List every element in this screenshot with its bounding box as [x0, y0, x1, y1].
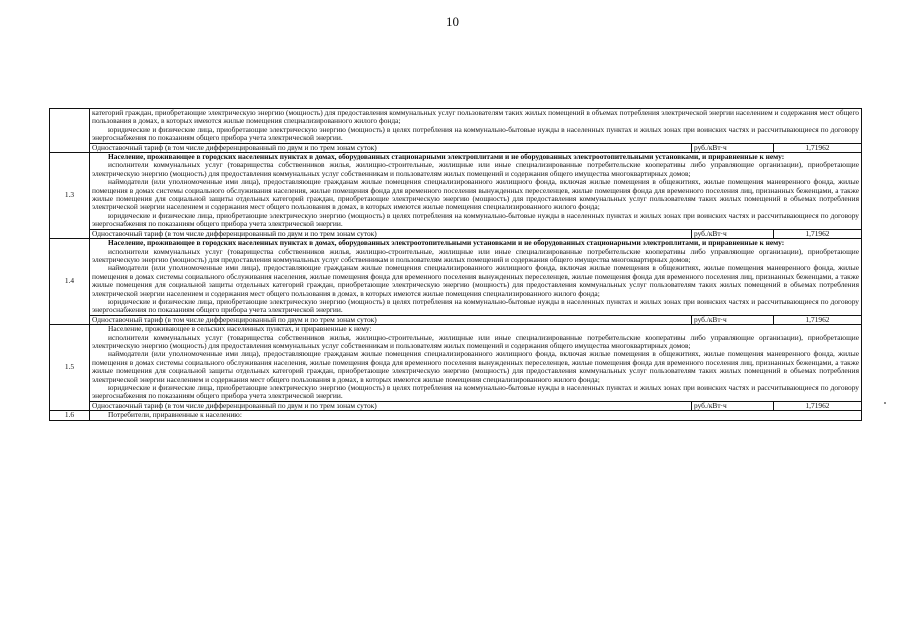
paragraph: исполнители коммунальных услуг (товарищества собственников жилья, жилищно-строительные, жилищные или иные специализированные потребительские кооперативы либо управляющие организации), приобретающие электрическую энергию (мощность) для предоставления коммунальных услуг собственникам и пользователям жилых помещений и содержания общего имущества многоквартирных домов; — [92, 332, 859, 350]
row-description — [90, 109, 862, 144]
page-number: 10 — [446, 14, 459, 29]
table-row — [50, 411, 862, 420]
paragraph: наймодатели (или уполномоченные ими лица), предоставляющие гражданам жилые помещения специализированного жилищного фонда, включая жилые помещения в общежитиях, жилые помещения маневренного фонда, жилые помещения в домах системы социального обслуживания населения, жилые помещения фонда для временного поселения вынужденных переселенцев, жилые помещения фонда для временного поселения лиц, признанных беженцами, а также жилые помещения для социальной защиты отдельных категорий граждан, приобретающие электрическую энергию (мощность) для предоставления коммунальных услуг пользователям таких жилых помещений в объемах потребления электрической энергии населением и содержания мест общего пользования в домах, в которых имеются жилые помещения специализированного жилого фонда; — [92, 263, 859, 298]
paragraph: категорий граждан, приобретающие электрическую энергию (мощность) для предоставления коммунальных услуг пользователям таких жилых помещений в объемах потребления электрической энергии населением и содержания мест общего пользования в домах, в которых имеются жилые помещения специализированного жилого фонда; — [92, 108, 859, 126]
row-number: 1.5 — [50, 325, 90, 411]
tariff-label: Одноставочный тариф (в том числе дифференцированный по двум и по трем зонам суток) — [90, 401, 692, 410]
tariff-table — [49, 108, 862, 421]
tariff-row — [50, 315, 862, 324]
tariff-label: Одноставочный тариф (в том числе дифференцированный по двум и по трем зонам суток) — [90, 143, 692, 152]
tariff-row — [50, 401, 862, 410]
tariff-unit: руб./кВт·ч — [691, 143, 773, 152]
row-number: 1.6 — [50, 411, 90, 420]
paragraph: наймодатели (или уполномоченные ими лица), предоставляющие гражданам жилые помещения специализированного жилищного фонда, включая жилые помещения в общежитиях, жилые помещения маневренного фонда, жилые помещения в домах системы социального обслуживания населения, жилые помещения фонда для временного поселения вынужденных переселенцев, жилые помещения фонда для временного поселения лиц, признанных беженцами, а также жилые помещения для социальной защиты отдельных категорий граждан, приобретающие электрическую энергию (мощность) для предоставления коммунальных услуг пользователям таких жилых помещений в объемах потребления электрической энергии населением и содержания мест общего пользования в домах, в которых имеются жилые помещения специализированного жилого фонда; — [92, 349, 859, 384]
tariff-row — [50, 229, 862, 238]
row-number-cell — [50, 109, 90, 153]
paragraph: исполнители коммунальных услуг (товарищества собственников жилья, жилищно-строительные, жилищные или иные специализированные потребительские кооперативы либо управляющие организации), приобретающие электрическую энергию (мощность) для предоставления коммунальных услуг собственникам и пользователям жилых помещений и содержания общего имущества многоквартирных домов; — [92, 246, 859, 264]
paragraph: наймодатели (или уполномоченные ими лица), предоставляющие гражданам жилые помещения специализированного жилищного фонда, включая жилые помещения в общежитиях, жилые помещения маневренного фонда, жилые помещения в домах системы социального обслуживания населения, жилые помещения фонда для временного поселения вынужденных переселенцев, жилые помещения фонда для временного поселения лиц, признанных беженцами, а также жилые помещения для социальной защиты отдельных категорий граждан, приобретающие электрическую энергию (мощность) для предоставления коммунальных услуг пользователям таких жилых помещений в объемах потребления электрической энергии населением и содержания мест общего пользования в домах, в которых имеются жилые помещения специализированного жилого фонда; — [92, 177, 859, 212]
row-description — [90, 411, 862, 420]
table-row — [50, 239, 862, 316]
tariff-value: 1,71962 — [773, 229, 861, 238]
row-heading: Население, проживающее в городских населенных пунктах в домах, оборудованных стационарными электроплитами и не оборудованных электроотопительными установками, и приравненные к нему: — [108, 152, 785, 162]
row-heading: Население, проживающее в сельских населенных пунктах, и приравненные к нему: — [108, 324, 372, 334]
table-row — [50, 109, 862, 144]
tariff-unit: руб./кВт·ч — [691, 315, 773, 324]
row-number: 1.3 — [50, 153, 90, 239]
table-row — [50, 153, 862, 230]
tariff-value: 1,71962 — [773, 315, 861, 324]
paragraph: юридические и физические лица, приобретающие электрическую энергию (мощность) в целях потребления на коммунально-бытовые нужды в населенных пунктах и жилых зонах при воинских частях и рассчитывающиеся по договору энергоснабжения по показаниям общего прибора учета электрической энергии. — [92, 296, 859, 315]
tariff-unit: руб./кВт·ч — [691, 229, 773, 238]
row-heading: Потребители, приравненные к населению: — [108, 410, 242, 420]
paragraph: юридические и физические лица, приобретающие электрическую энергию (мощность) в целях потребления на коммунально-бытовые нужды в населенных пунктах и жилых зонах при воинских частях и рассчитывающиеся по договору энергоснабжения по показаниям общего прибора учета электрической энергии. — [92, 210, 859, 229]
row-description — [90, 325, 862, 402]
row-description — [90, 153, 862, 230]
row-number: 1.4 — [50, 239, 90, 325]
row-heading: Население, проживающее в городских населенных пунктах в домах, оборудованных электроотопительными установками и не оборудованных стационарными электроплитами, и приравненные к нему: — [108, 238, 785, 248]
row-description — [90, 239, 862, 316]
tariff-label: Одноставочный тариф (в том числе дифференцированный по двум и по трем зонам суток) — [90, 229, 692, 238]
tariff-value: 1,71962 — [773, 143, 861, 152]
paragraph: юридические и физические лица, приобретающие электрическую энергию (мощность) в целях потребления на коммунально-бытовые нужды в населенных пунктах и жилых зонах при воинских частях и рассчитывающиеся по договору энергоснабжения по показаниям общего прибора учета электрической энергии. — [92, 124, 859, 143]
paragraph: юридические и физические лица, приобретающие электрическую энергию (мощность) в целях потребления на коммунально-бытовые нужды в населенных пунктах и жилых зонах при воинских частях и рассчитывающиеся по договору энергоснабжения по показаниям общего прибора учета электрической энергии. — [92, 383, 859, 401]
paragraph: исполнители коммунальных услуг (товарищества собственников жилья, жилищно-строительные, жилищные или иные специализированные потребительские кооперативы либо управляющие организации), приобретающие электрическую энергию (мощность) для предоставления коммунальных услуг собственникам и пользователям жилых помещений и содержания общего имущества многоквартирных домов; — [92, 160, 859, 178]
tariff-row — [50, 143, 862, 152]
tariff-label: Одноставочный тариф (в том числе дифференцированный по двум и по трем зонам суток) — [90, 315, 692, 324]
scan-speck — [884, 402, 886, 404]
tariff-unit: руб./кВт·ч — [691, 401, 773, 410]
tariff-value: 1,71962 — [773, 401, 861, 410]
table-row — [50, 325, 862, 402]
